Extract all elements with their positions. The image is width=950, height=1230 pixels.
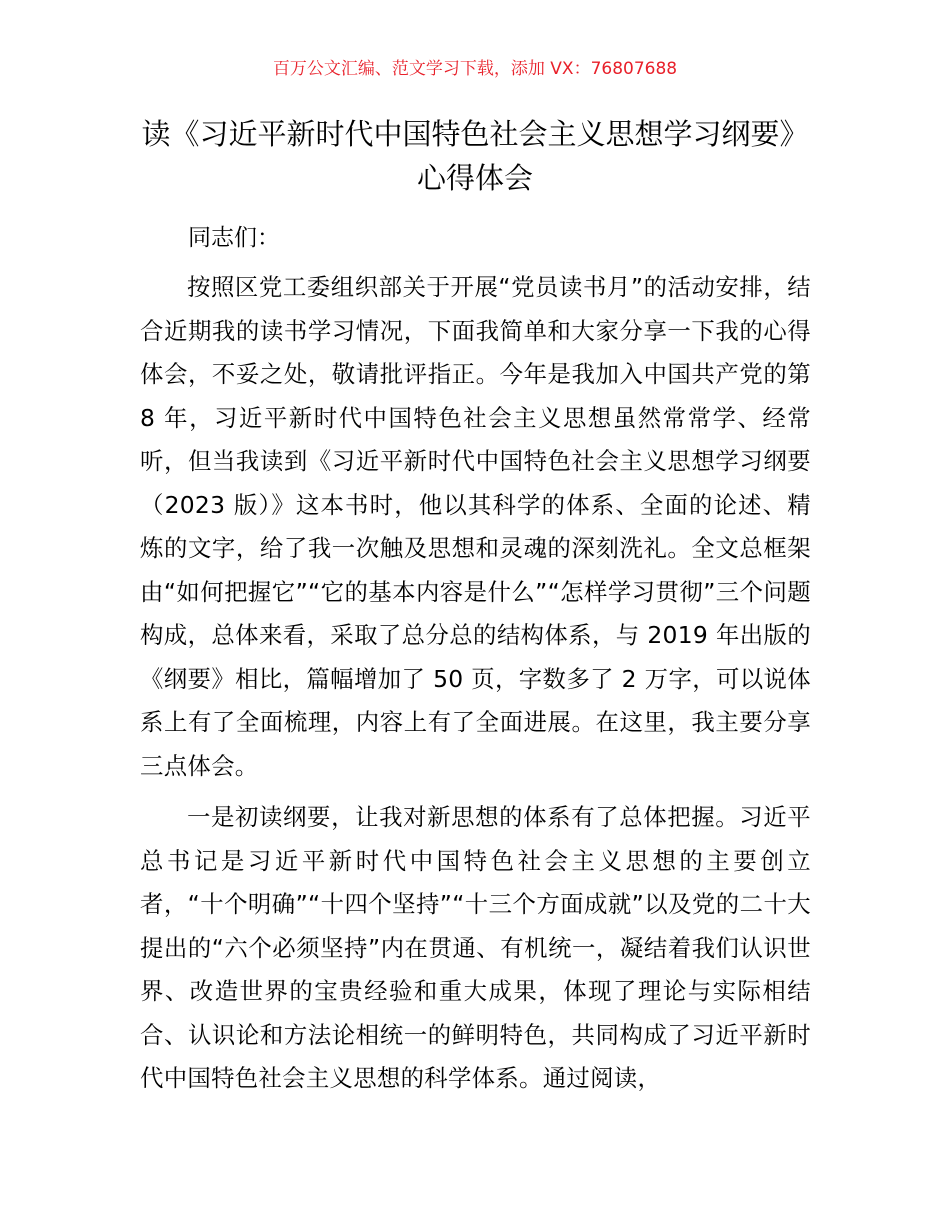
document-title: 读《习近平新时代中国特色社会主义思想学习纲要》心得体会	[141, 117, 809, 195]
body-paragraph-1: 按照区党工委组织部关于开展“党员读书月”的活动安排，结合近期我的读书学习情况，下面我简单和大家分享一下我的心得体会，不妥之处，敬请批评指正。今年是我加入中国共产党的第 8 年，习近平新时代中国特色社会主义思想虽然常常学、经常听，但当我读到《习近平新时代中国特色社会主义思想学习纲要（2023 版）》这本书时，他以其科学的体系、全面的论述、精炼的文字，给了我一次触及思想和灵魂的深刻洗礼。全文总框架由“如何把握它”“它的基本内容是什么”“怎样学习贯彻”三个问题构成，总体来看，采取了总分总的结构体系，与 2019 年出版的《纲要》相比，篇幅增加了 50 页，字数多了 2 万字，可以说体系上有了全面梳理，内容上有了全面进展。在这里，我主要分享三点体会。	[140, 273, 811, 780]
body-paragraph-2: 一是初读纲要，让我对新思想的体系有了总体把握。习近平总书记是习近平新时代中国特色社会主义思想的主要创立者，“十个明确”“十四个坚持”“十三个方面成就”以及党的二十大提出的“六个必须坚持”内在贯通、有机统一，凝结着我们认识世界、改造世界的宝贵经验和重大成果，体现了理论与实际相结合、认识论和方法论相统一的鲜明特色，共同构成了习近平新时代中国特色社会主义思想的科学体系。通过阅读，	[140, 803, 811, 1092]
salutation: 同志们：	[188, 225, 280, 251]
promo-banner: 百万公文汇编、范文学习下载，添加 VX：76807688	[272, 59, 678, 79]
